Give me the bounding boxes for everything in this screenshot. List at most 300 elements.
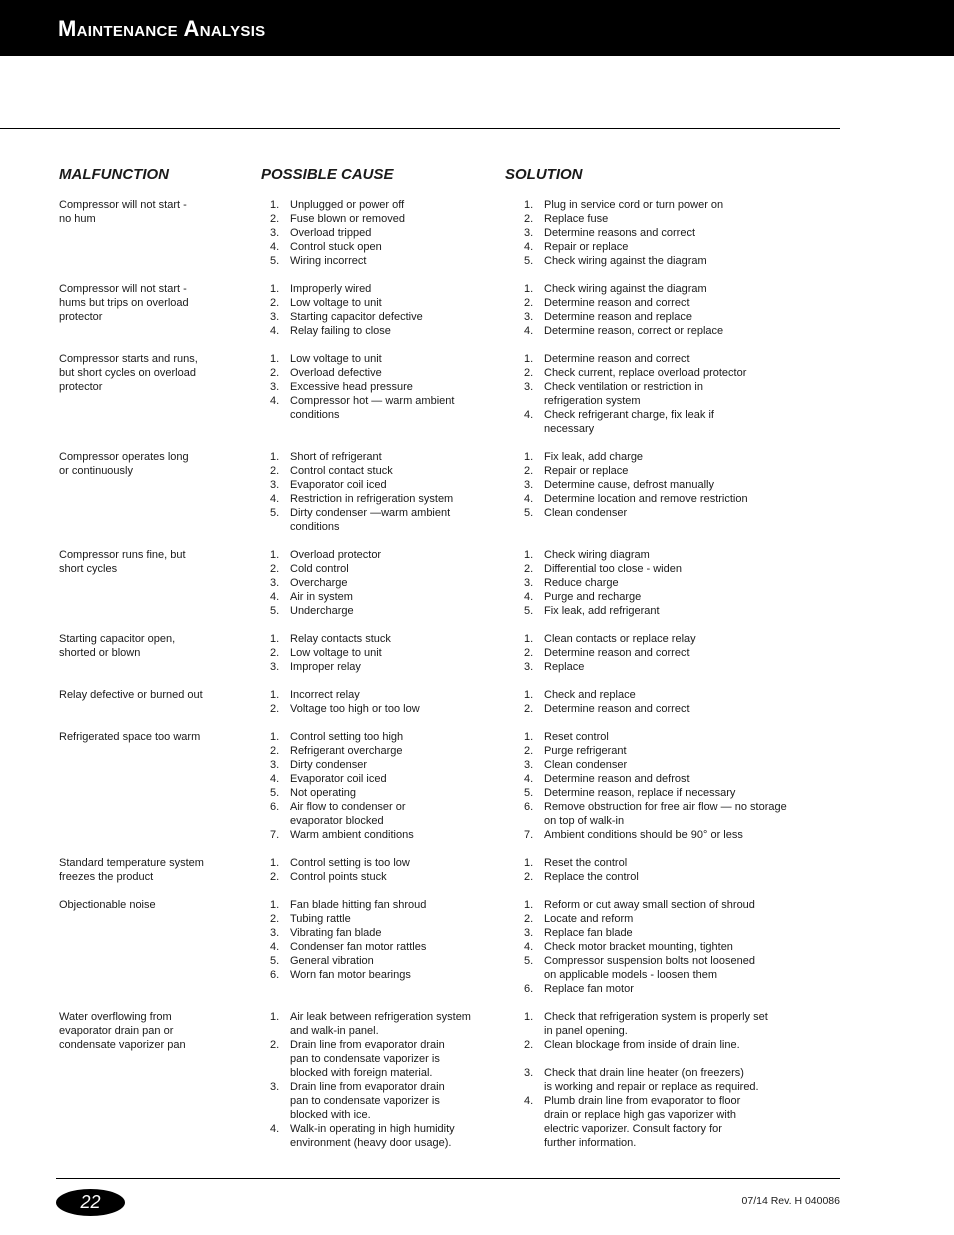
cause-item (262, 226, 487, 240)
cause-list (262, 688, 487, 716)
cause-item (262, 744, 487, 758)
solution-item (516, 1094, 806, 1150)
item-number: 5. (270, 787, 280, 799)
item-text: Low voltage to unit (290, 297, 382, 309)
item-text: Check and replace (544, 689, 636, 701)
solution-item (516, 450, 806, 464)
item-text: Replace the control (544, 871, 639, 883)
item-number: 2. (524, 871, 534, 883)
cause-item (262, 450, 487, 464)
item-text: Low voltage to unit (290, 647, 382, 659)
item-text: Clean condenser (544, 507, 628, 519)
item-text: Determine reasons and correct (544, 227, 696, 239)
solution-list (516, 548, 806, 618)
solution-list (516, 282, 806, 338)
item-number: 3. (270, 227, 280, 239)
malfunction-heading: MALFUNCTION (59, 166, 169, 183)
malfunction-cell: Compressor starts and runs, but short cycles on overload protector (59, 353, 198, 393)
cause-item (262, 898, 487, 912)
item-text: Purge refrigerant (544, 745, 627, 757)
cause-item (262, 1010, 487, 1038)
item-text: Excessive head pressure (290, 381, 413, 393)
solution-item (516, 940, 806, 954)
item-number: 1. (524, 199, 534, 211)
solution-item (516, 702, 806, 716)
cause-item (262, 352, 487, 366)
item-number: 2. (524, 1039, 534, 1051)
item-number: 4. (270, 493, 280, 505)
cause-item (262, 660, 487, 674)
item-text: Check that drain line heater (on freezers) is working and repair or replace as required. (544, 1067, 759, 1093)
cause-item (262, 772, 487, 786)
cause-item (262, 688, 487, 702)
item-text: Determine location and remove restriction (544, 493, 748, 505)
solution-item (516, 898, 806, 912)
item-number: 2. (524, 647, 534, 659)
item-text: Replace (544, 661, 585, 673)
cause-item (262, 310, 487, 324)
item-number: 5. (524, 955, 534, 967)
solution-item (516, 856, 806, 870)
item-text: Drain line from evaporator drain pan to condensate vaporizer is blocked with ice. (290, 1081, 445, 1121)
item-number: 3. (524, 1067, 534, 1079)
item-text: Reset control (544, 731, 609, 743)
item-number: 3. (270, 311, 280, 323)
table-row (0, 688, 954, 716)
solution-item (516, 646, 806, 660)
item-number: 2. (270, 745, 280, 757)
item-number: 2. (270, 367, 280, 379)
item-number: 1. (270, 857, 280, 869)
item-number: 2. (270, 465, 280, 477)
item-number: 2. (270, 297, 280, 309)
item-number: 1. (524, 1011, 534, 1023)
item-number: 6. (270, 801, 280, 813)
item-text: Clean blockage from inside of drain line. (544, 1039, 740, 1051)
item-number: 4. (524, 493, 534, 505)
item-number: 1. (524, 857, 534, 869)
item-text: Short of refrigerant (290, 451, 382, 463)
item-text: Check ventilation or restriction in refrigeration system (544, 381, 703, 407)
cause-list (262, 898, 487, 982)
item-number: 5. (524, 605, 534, 617)
cause-item (262, 758, 487, 772)
item-number: 3. (524, 759, 534, 771)
item-text: Undercharge (290, 605, 354, 617)
item-text: Vibrating fan blade (290, 927, 382, 939)
item-number: 2. (270, 213, 280, 225)
item-number: 2. (524, 703, 534, 715)
item-number: 1. (524, 689, 534, 701)
solution-item (516, 786, 806, 800)
item-text: Overload protector (290, 549, 382, 561)
item-text: Repair or replace (544, 465, 629, 477)
item-number: 1. (524, 899, 534, 911)
cause-item (262, 730, 487, 744)
cause-list (262, 730, 487, 842)
table-row (0, 730, 954, 842)
item-number: 2. (524, 367, 534, 379)
item-text: Restriction in refrigeration system (290, 493, 454, 505)
item-number: 6. (524, 983, 534, 995)
item-text: Dirty condenser —warm ambient conditions (290, 507, 451, 533)
item-text: Voltage too high or too low (290, 703, 420, 715)
item-text: Control setting is too low (290, 857, 410, 869)
cause-list (262, 632, 487, 674)
cause-item (262, 562, 487, 576)
cause-item (262, 548, 487, 562)
item-number: 1. (270, 549, 280, 561)
solution-list (516, 688, 806, 716)
item-text: Low voltage to unit (290, 353, 382, 365)
item-number: 1. (524, 549, 534, 561)
item-text: Starting capacitor defective (290, 311, 423, 323)
item-number: 1. (270, 353, 280, 365)
item-text: Replace fan blade (544, 927, 633, 939)
item-text: Check that refrigeration system is properly set in panel opening. (544, 1011, 768, 1037)
item-number: 1. (524, 283, 534, 295)
item-text: Overload tripped (290, 227, 372, 239)
solution-item (516, 800, 806, 828)
solution-list (516, 898, 806, 996)
possible-cause-heading: POSSIBLE CAUSE (261, 166, 394, 183)
item-number: 5. (270, 605, 280, 617)
solution-item (516, 562, 806, 576)
item-number: 5. (270, 255, 280, 267)
item-text: Replace fan motor (544, 983, 634, 995)
item-text: Tubing rattle (290, 913, 351, 925)
item-text: Determine cause, defrost manually (544, 479, 714, 491)
item-text: Evaporator coil iced (290, 479, 387, 491)
solution-item (516, 198, 806, 212)
malfunction-cell: Starting capacitor open, shorted or blown (59, 633, 176, 659)
solution-list (516, 730, 806, 842)
cause-item (262, 828, 487, 842)
item-text: Control points stuck (290, 871, 387, 883)
item-text: Condenser fan motor rattles (290, 941, 427, 953)
cause-item (262, 492, 487, 506)
item-text: Compressor hot — warm ambient conditions (290, 395, 455, 421)
page-title: Maintenance Analysis (58, 16, 266, 41)
solution-list (516, 1010, 806, 1150)
item-text: Check wiring diagram (544, 549, 650, 561)
cause-item (262, 870, 487, 884)
solution-item (516, 296, 806, 310)
malfunction-cell: Compressor runs fine, but short cycles (59, 549, 186, 575)
item-text: Air leak between refrigeration system and walk-in panel. (290, 1011, 471, 1037)
cause-item (262, 954, 487, 968)
item-number: 1. (270, 451, 280, 463)
item-number: 4. (270, 395, 280, 407)
cause-list (262, 548, 487, 618)
item-text: General vibration (290, 955, 374, 967)
table-row (0, 1010, 954, 1178)
malfunction-cell: Objectionable noise (59, 899, 156, 911)
cause-list (262, 856, 487, 884)
item-number: 4. (524, 325, 534, 337)
cause-item (262, 282, 487, 296)
item-text: Fix leak, add charge (544, 451, 644, 463)
item-number: 5. (270, 507, 280, 519)
solution-item (516, 926, 806, 940)
item-number: 4. (270, 241, 280, 253)
item-text: Reset the control (544, 857, 628, 869)
item-number: 4. (524, 241, 534, 253)
solution-item (516, 870, 806, 884)
item-text: Relay failing to close (290, 325, 391, 337)
cause-item (262, 940, 487, 954)
cause-item (262, 576, 487, 590)
item-number: 1. (270, 1011, 280, 1023)
table-row (0, 450, 954, 534)
item-number: 3. (524, 927, 534, 939)
solution-item (516, 576, 806, 590)
item-number: 1. (524, 633, 534, 645)
cause-item (262, 394, 487, 422)
item-text: Clean condenser (544, 759, 628, 771)
solution-list (516, 632, 806, 674)
item-text: Dirty condenser (290, 759, 368, 771)
top-divider (0, 128, 840, 129)
solution-item (516, 730, 806, 744)
item-number: 2. (270, 1039, 280, 1051)
solution-list (516, 352, 806, 436)
item-number: 3. (270, 759, 280, 771)
item-text: Replace fuse (544, 213, 609, 225)
cause-list (262, 450, 487, 534)
item-number: 3. (524, 661, 534, 673)
item-number: 6. (524, 801, 534, 813)
item-number: 3. (270, 381, 280, 393)
item-text: Warm ambient conditions (290, 829, 414, 841)
item-text: Overload defective (290, 367, 382, 379)
item-text: Plumb drain line from evaporator to floor drain or replace high gas vaporizer with electric vaporizer. Consult factory for further information. (544, 1095, 741, 1149)
solution-item (516, 1066, 806, 1094)
item-number: 7. (270, 829, 280, 841)
item-number: 2. (270, 563, 280, 575)
revision-code: 07/14 Rev. H 040086 (741, 1195, 840, 1207)
cause-list (262, 198, 487, 268)
item-number: 2. (270, 871, 280, 883)
solution-item (516, 982, 806, 996)
solution-item (516, 380, 806, 408)
item-text: Check wiring against the diagram (544, 283, 707, 295)
item-text: Ambient conditions should be 90° or less (544, 829, 743, 841)
solution-item (516, 548, 806, 562)
item-text: Fan blade hitting fan shroud (290, 899, 427, 911)
item-number: 3. (524, 577, 534, 589)
item-number: 4. (524, 773, 534, 785)
item-text: Clean contacts or replace relay (544, 633, 696, 645)
item-text: Relay contacts stuck (290, 633, 391, 645)
item-number: 2. (270, 647, 280, 659)
malfunction-cell: Compressor operates long or continuously (59, 451, 189, 477)
cause-item (262, 912, 487, 926)
item-number: 3. (524, 381, 534, 393)
cause-item (262, 296, 487, 310)
item-text: Fix leak, add refrigerant (544, 605, 660, 617)
item-number: 2. (524, 913, 534, 925)
item-text: Improperly wired (290, 283, 372, 295)
solution-item (516, 828, 806, 842)
solution-item (516, 660, 806, 674)
item-number: 4. (270, 1123, 280, 1135)
solution-item (516, 772, 806, 786)
solution-item (516, 240, 806, 254)
item-number: 5. (270, 955, 280, 967)
cause-item (262, 506, 487, 534)
item-number: 5. (524, 255, 534, 267)
item-number: 4. (524, 591, 534, 603)
cause-item (262, 968, 487, 982)
item-number: 2. (270, 703, 280, 715)
solution-item (516, 604, 806, 618)
item-number: 2. (524, 563, 534, 575)
malfunction-cell: Compressor will not start - no hum (59, 199, 187, 225)
item-text: Walk-in operating in high humidity environment (heavy door usage). (290, 1123, 455, 1149)
analysis-table (0, 198, 954, 1192)
solution-item (516, 226, 806, 240)
item-text: Compressor suspension bolts not loosened on applicable models - loosen them (544, 955, 755, 981)
table-row (0, 632, 954, 674)
item-text: Determine reason and correct (544, 647, 690, 659)
item-text: Determine reason and defrost (544, 773, 690, 785)
solution-list (516, 856, 806, 884)
cause-item (262, 212, 487, 226)
item-number: 3. (270, 577, 280, 589)
item-number: 2. (524, 745, 534, 757)
solution-item (516, 744, 806, 758)
cause-item (262, 366, 487, 380)
solution-list (516, 198, 806, 268)
cause-item (262, 590, 487, 604)
solution-item (516, 310, 806, 324)
malfunction-cell: Compressor will not start - hums but trips on overload protector (59, 283, 189, 323)
solution-item (516, 912, 806, 926)
item-number: 1. (524, 731, 534, 743)
cause-item (262, 198, 487, 212)
item-number: 2. (524, 213, 534, 225)
item-number: 1. (270, 899, 280, 911)
item-text: Repair or replace (544, 241, 629, 253)
cause-list (262, 352, 487, 422)
item-number: 1. (524, 353, 534, 365)
item-text: Control stuck open (290, 241, 382, 253)
solution-item (516, 366, 806, 380)
item-text: Check refrigerant charge, fix leak if necessary (544, 409, 714, 435)
item-text: Check wiring against the diagram (544, 255, 707, 267)
solution-item (516, 212, 806, 226)
item-text: Reform or cut away small section of shroud (544, 899, 755, 911)
cause-item (262, 646, 487, 660)
item-number: 4. (524, 1095, 534, 1107)
item-text: Incorrect relay (290, 689, 360, 701)
table-row (0, 856, 954, 884)
solution-item (516, 478, 806, 492)
item-number: 1. (270, 199, 280, 211)
solution-item (516, 324, 806, 338)
item-number: 3. (270, 1081, 280, 1093)
item-number: 3. (524, 227, 534, 239)
solution-item (516, 464, 806, 478)
solution-item (516, 408, 806, 436)
malfunction-cell: Water overflowing from evaporator drain pan or condensate vaporizer pan (59, 1011, 186, 1051)
item-number: 3. (270, 927, 280, 939)
item-number: 1. (524, 451, 534, 463)
item-text: Determine reason, replace if necessary (544, 787, 736, 799)
cause-item (262, 1080, 487, 1122)
solution-item (516, 954, 806, 982)
item-text: Determine reason and replace (544, 311, 692, 323)
solution-item (516, 282, 806, 296)
cause-item (262, 240, 487, 254)
cause-item (262, 478, 487, 492)
item-text: Cold control (290, 563, 349, 575)
solution-item (516, 688, 806, 702)
cause-item (262, 604, 487, 618)
cause-list (262, 282, 487, 338)
solution-item (516, 590, 806, 604)
cause-item (262, 856, 487, 870)
malfunction-cell: Standard temperature system freezes the product (59, 857, 204, 883)
table-row (0, 548, 954, 618)
item-text: Check motor bracket mounting, tighten (544, 941, 733, 953)
solution-item (516, 492, 806, 506)
cause-item (262, 254, 487, 268)
item-number: 3. (270, 661, 280, 673)
cause-item (262, 632, 487, 646)
item-text: Not operating (290, 787, 357, 799)
item-number: 7. (524, 829, 534, 841)
item-text: Remove obstruction for free air flow — no storage on top of walk-in (544, 801, 787, 827)
item-text: Determine reason, correct or replace (544, 325, 724, 337)
cause-item (262, 324, 487, 338)
solution-item (516, 1010, 806, 1038)
item-number: 1. (270, 633, 280, 645)
table-row (0, 198, 954, 268)
item-text: Air in system (290, 591, 353, 603)
item-number: 4. (524, 941, 534, 953)
item-text: Control setting too high (290, 731, 404, 743)
item-text: Locate and reform (544, 913, 634, 925)
item-number: 5. (524, 787, 534, 799)
item-text: Wiring incorrect (290, 255, 367, 267)
item-number: 4. (270, 325, 280, 337)
item-text: Overcharge (290, 577, 348, 589)
table-row (0, 898, 954, 996)
item-text: Drain line from evaporator drain pan to condensate vaporizer is blocked with foreign material. (290, 1039, 445, 1079)
solution-item (516, 1038, 806, 1066)
solution-list (516, 450, 806, 520)
item-text: Worn fan motor bearings (290, 969, 411, 981)
cause-item (262, 926, 487, 940)
item-text: Plug in service cord or turn power on (544, 199, 724, 211)
item-number: 6. (270, 969, 280, 981)
item-number: 1. (270, 689, 280, 701)
solution-item (516, 506, 806, 520)
item-text: Determine reason and correct (544, 297, 690, 309)
item-number: 3. (524, 311, 534, 323)
item-text: Reduce charge (544, 577, 619, 589)
item-text: Refrigerant overcharge (290, 745, 403, 757)
item-number: 2. (524, 465, 534, 477)
cause-list (262, 1010, 487, 1150)
item-number: 1. (270, 283, 280, 295)
cause-item (262, 800, 487, 828)
malfunction-cell: Relay defective or burned out (59, 689, 203, 701)
cause-item (262, 1122, 487, 1150)
cause-item (262, 464, 487, 478)
